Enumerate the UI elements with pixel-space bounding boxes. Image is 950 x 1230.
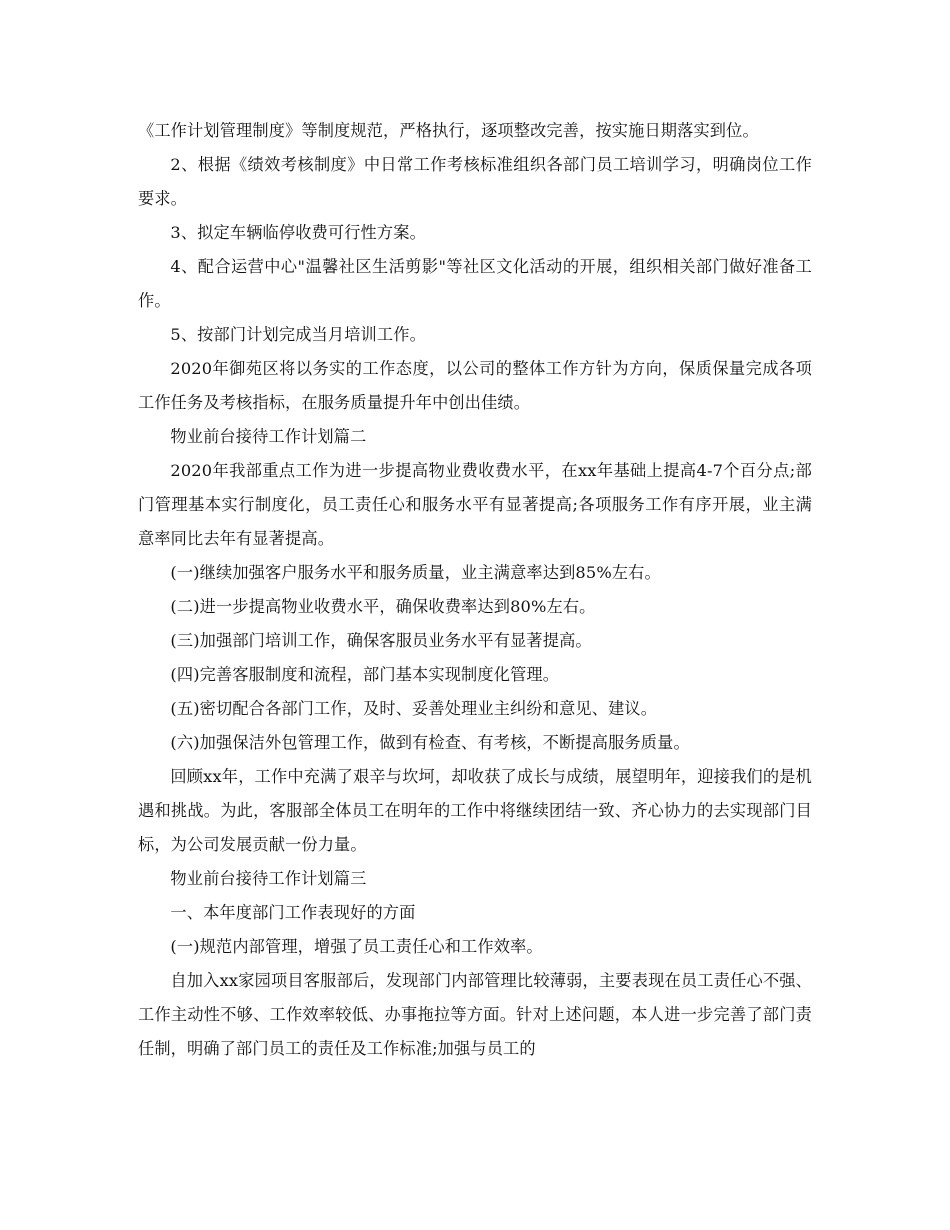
paragraph: 《工作计划管理制度》等制度规范，严格执行，逐项整改完善，按实施日期落实到位。 — [138, 121, 759, 140]
list-item: (五)密切配合各部门工作，及时、妥善处理业主纠纷和意见、建议。 — [170, 699, 658, 718]
section-heading: 物业前台接待工作计划篇三 — [170, 869, 367, 888]
section-heading: 物业前台接待工作计划篇二 — [170, 427, 367, 446]
paragraph: 5、按部门计划完成当月培训工作。 — [170, 325, 426, 344]
list-item: (六)加强保洁外包管理工作，做到有检查、有考核，不断提高服务质量。 — [170, 733, 690, 752]
paragraph: 自加入xx家园项目客服部后，发现部门内部管理比较薄弱，主要表现在员工责任心不强、工作主动性不够、工作效率较低、办事拖拉等方面。针对上述问题，本人进一步完善了部门责任制，明确了部门员工的责任及工作标准;加强与员工的 — [138, 971, 812, 1058]
list-item: (四)完善客服制度和流程，部门基本实现制度化管理。 — [170, 665, 560, 684]
paragraph: 回顾xx年，工作中充满了艰辛与坎坷，却收获了成长与成绩，展望明年，迎接我们的是机遇和挑战。为此，客服部全体员工在明年的工作中将继续团结一致、齐心协力的去实现部门目标，为公司发展贡献一份力量。 — [138, 767, 812, 854]
list-item: (二)进一步提高物业收费水平，确保收费率达到80%左右。 — [170, 597, 596, 616]
paragraph: 3、拟定车辆临停收费可行性方案。 — [170, 223, 426, 242]
list-item: (一)继续加强客户服务水平和服务质量，业主满意率达到85%左右。 — [170, 563, 661, 582]
document-body — [138, 114, 812, 1066]
paragraph: 2、根据《绩效考核制度》中日常工作考核标准组织各部门员工培训学习，明确岗位工作要求。 — [138, 155, 812, 208]
list-item: (三)加强部门培训工作，确保客服员业务水平有显著提高。 — [170, 631, 592, 650]
paragraph: 4、配合运营中心"温馨社区生活剪影"等社区文化活动的开展，组织相关部门做好准备工作。 — [138, 257, 812, 310]
list-item: (一)规范内部管理，增强了员工责任心和工作效率。 — [170, 937, 543, 956]
paragraph: 2020年我部重点工作为进一步提高物业费收费水平，在xx年基础上提高4-7个百分点;部门管理基本实行制度化，员工责任心和服务水平有显著提高;各项服务工作有序开展，业主满意率同比去年有显著提高。 — [138, 461, 812, 548]
subsection-heading: 一、本年度部门工作表现好的方面 — [170, 903, 416, 922]
paragraph: 2020年御苑区将以务实的工作态度，以公司的整体工作方针为方向，保质保量完成各项工作任务及考核指标，在服务质量提升年中创出佳绩。 — [138, 359, 812, 412]
